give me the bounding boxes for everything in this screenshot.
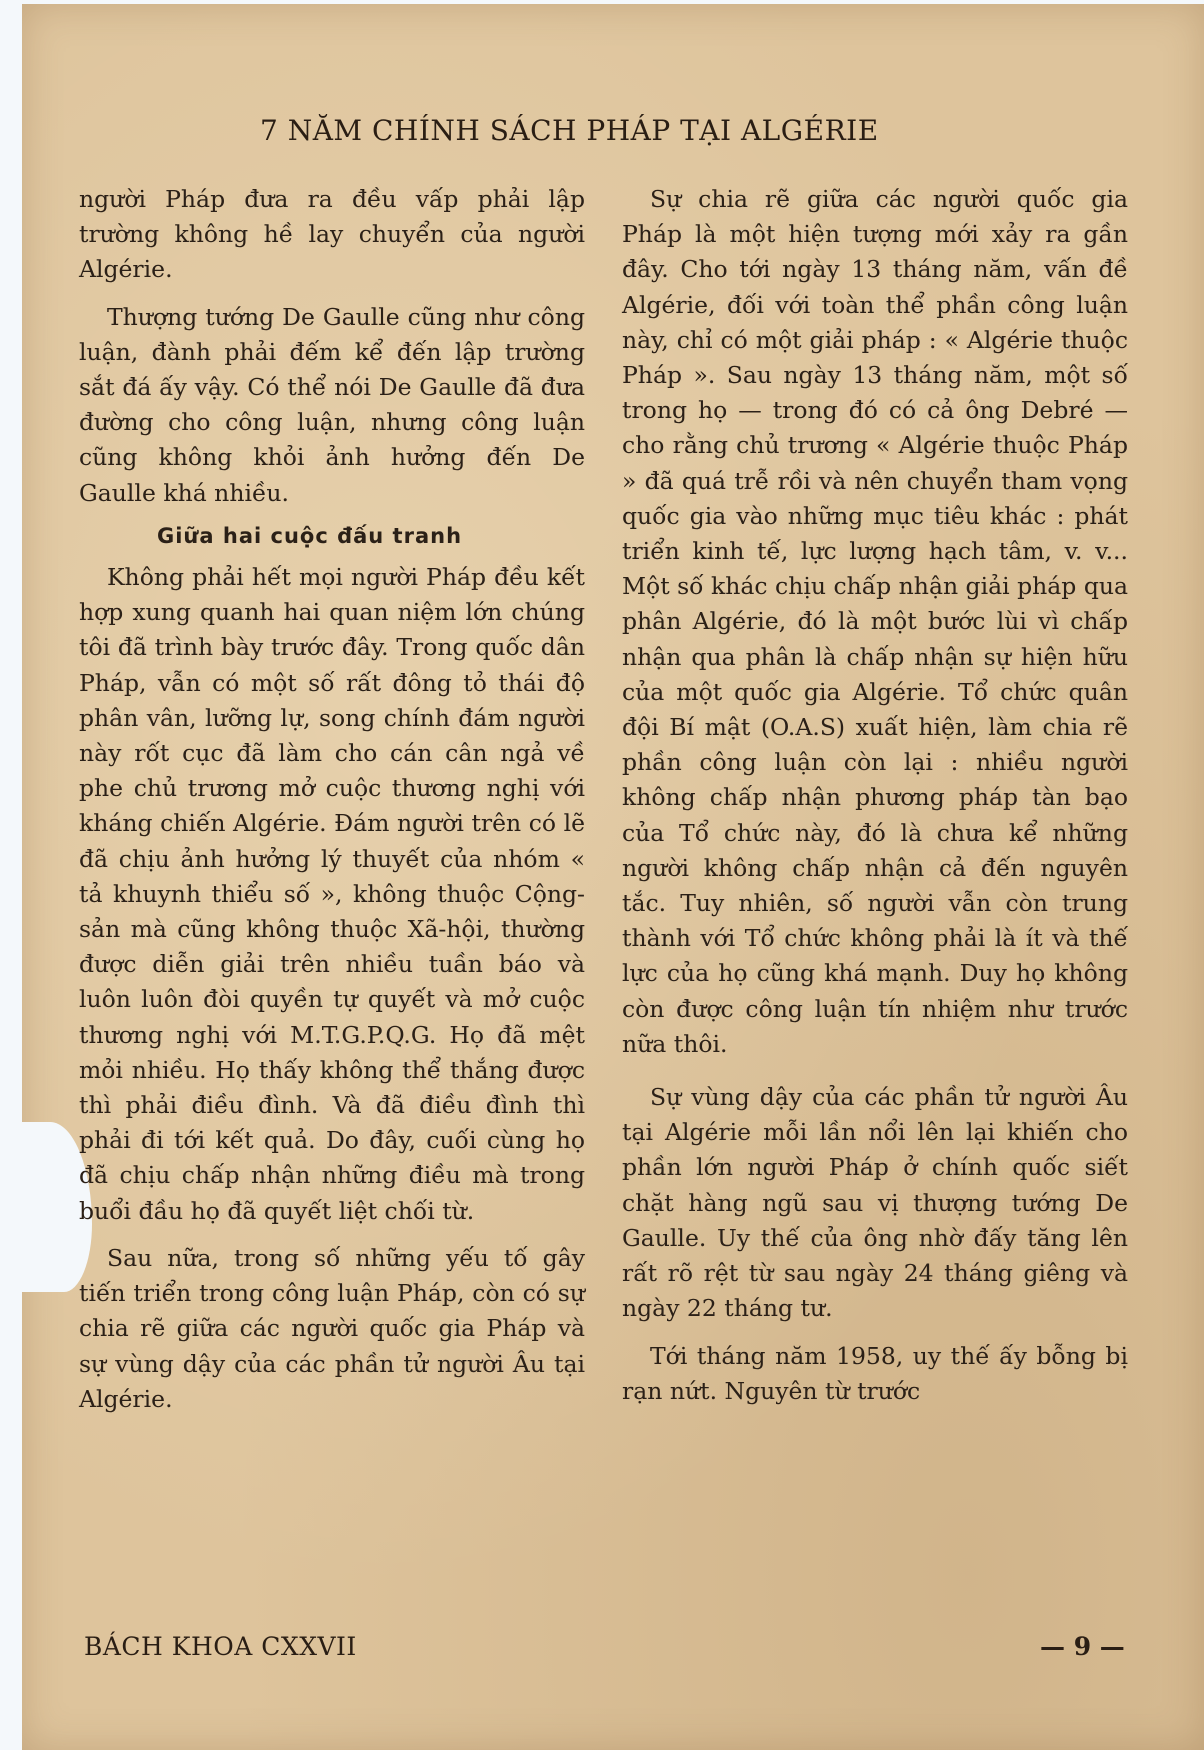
paragraph: Không phải hết mọi người Pháp đều kết hợp xung quanh hai quan niệm lớn chúng tôi đã trình bày trước đây. Trong quốc dân Pháp, vẫn có một số rất đông tỏ thái độ phân vân, lưỡng lự, song chính đám người này rốt cục đã làm cho cán cân ngả về phe chủ trương mở cuộc thương nghị với kháng chiến Algérie. Đám người trên có lẽ đã chịu ảnh hưởng lý thuyết của nhóm « tả khuynh thiểu số », không thuộc Cộng-sản mà cũng không thuộc Xã-hội, thường được diễn giải trên nhiều tuần báo và luôn luôn đòi quyền tự quyết và mở cuộc thương nghị với M.T.G.P.Q.G. Họ đã mệt mỏi nhiều. Họ thấy không thể thắng được thì phải điều đình. Và đã điều đình thì phải đi tới kết quả. Do đây, cuối cùng họ đã chịu chấp nhận những điều mà trong buổi đầu họ đã quyết liệt chối từ.	[79, 563, 585, 1225]
paragraph: Sự vùng dậy của các phần tử người Âu tại Algérie mỗi lần nổi lên lại khiến cho phần lớn người Pháp ở chính quốc siết chặt hàng ngũ sau vị thượng tướng De Gaulle. Uy thế của ông nhờ đấy tăng lên rất rõ rệt từ sau ngày 24 tháng giêng và ngày 22 tháng tư.	[622, 1083, 1128, 1323]
right-column	[622, 182, 1128, 1409]
page-edge	[0, 0, 20, 1750]
paragraph: Sự chia rẽ giữa các người quốc gia Pháp là một hiện tượng mới xảy ra gần đây. Cho tới ngày 13 tháng năm, vấn đề Algérie, đối với toàn thể phần công luận này, chỉ có một giải pháp : « Algérie thuộc Pháp ». Sau ngày 13 tháng năm, một số trong họ — trong đó có cả ông Debré — cho rằng chủ trương « Algérie thuộc Pháp » đã quá trễ rồi và nên chuyển tham vọng quốc gia vào những mục tiêu khác : phát triển kinh tế, lực lượng hạch tâm, v. v... Một số khác chịu chấp nhận giải pháp qua phân Algérie, đó là một bước lùi vì chấp nhận qua phân là chấp nhận sự hiện hữu của một quốc gia Algérie. Tổ chức quân đội Bí mật (O.A.S) xuất hiện, làm chia rẽ phần công luận còn lại : nhiều người không chấp nhận phương pháp tàn bạo của Tổ chức này, đó là chưa kể những người không chấp nhận cả đến nguyên tắc. Tuy nhiên, số người vẫn còn trung thành với Tổ chức không phải là ít và thế lực của họ cũng khá mạnh. Duy họ không còn được công luận tín nhiệm như trước nữa thôi.	[622, 185, 1129, 1058]
paragraph: Thượng tướng De Gaulle cũng như công luận, đành phải đếm kể đến lập trường sắt đá ấy vậy. Có thể nói De Gaulle đã đưa đường cho công luận, nhưng công luận cũng không khỏi ảnh hưởng đến De Gaulle khá nhiều.	[79, 302, 585, 507]
left-column	[79, 182, 585, 1417]
section-heading: Giữa hai cuộc đấu tranh	[157, 523, 463, 548]
publication-footer: BÁCH KHOA CXXVII	[84, 1632, 357, 1661]
running-title: 7 NĂM CHÍNH SÁCH PHÁP TẠI ALGÉRIE	[260, 114, 879, 147]
paragraph: người Pháp đưa ra đều vấp phải lập trường không hề lay chuyển của người Algérie.	[79, 185, 585, 284]
paragraph: Sau nữa, trong số những yếu tố gây tiến triển trong công luận Pháp, còn có sự chia rẽ giữa các người quốc gia Pháp và sự vùng dậy của các phần tử người Âu tại Algérie.	[79, 1243, 585, 1413]
paragraph: Tới tháng năm 1958, uy thế ấy bỗng bị rạn nứt. Nguyên từ trước	[622, 1341, 1128, 1405]
page-number: — 9 —	[1040, 1632, 1125, 1661]
